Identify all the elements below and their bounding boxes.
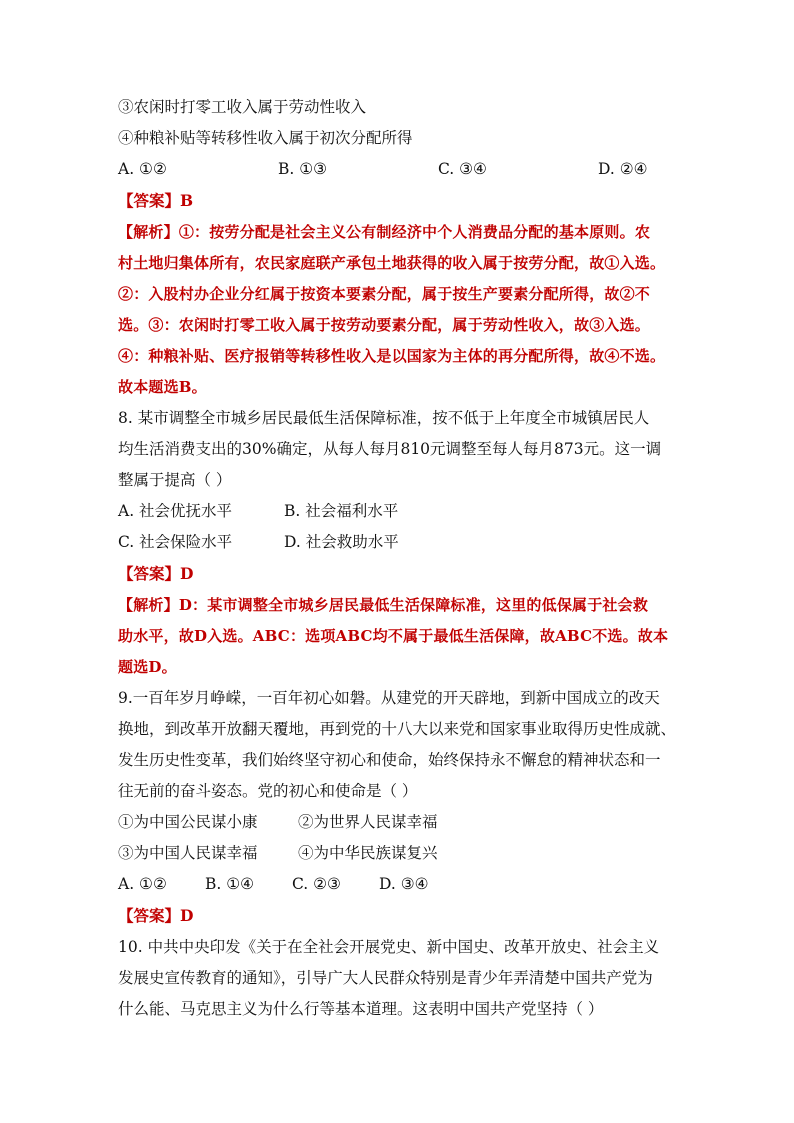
q8-answer bbox=[118, 558, 688, 590]
analysis-line: 村土地归集体所有，农民家庭联产承包土地获得的收入属于按劳分配，故①入选。 bbox=[118, 254, 666, 272]
answer-value: D bbox=[180, 564, 194, 583]
q9-statement-4: ④为中华民族谋复兴 bbox=[298, 844, 438, 862]
q9-statements-row-2 bbox=[118, 838, 688, 869]
q9-stem-line: 发生历史性变革，我们始终坚守初心和使命，始终保持永不懈怠的精神状态和一 bbox=[118, 751, 661, 769]
q8-option-c: C. 社会保险水平 bbox=[118, 533, 233, 551]
q8-stem bbox=[118, 403, 688, 496]
q7-option-a: A. ①② bbox=[118, 160, 167, 178]
q9-options bbox=[118, 869, 688, 900]
analysis-line: 选。③：农闲时打零工收入属于按劳动要素分配，属于劳动性收入，故③入选。 bbox=[118, 316, 651, 334]
q8-option-b: B. 社会福利水平 bbox=[284, 502, 399, 520]
q7-option-b: B. ①③ bbox=[278, 160, 328, 178]
answer-label: 【答案】 bbox=[118, 906, 181, 925]
analysis-line: ①：按劳分配是社会主义公有制经济中个人消费品分配的基本原则。农 bbox=[178, 223, 651, 241]
q9-statement-2: ②为世界人民谋幸福 bbox=[298, 813, 438, 831]
q10-stem-line: 什么能、马克思主义为什么行等基本道理。这表明中国共产党坚持（ ） bbox=[118, 1000, 604, 1018]
q9-option-b: B. ①④ bbox=[205, 875, 255, 893]
analysis-label: 【解析】 bbox=[118, 223, 179, 241]
q7-statement-3: ③农闲时打零工收入属于劳动性收入 bbox=[118, 98, 367, 116]
q7-options bbox=[118, 154, 688, 185]
q10-stem bbox=[118, 932, 688, 1025]
answer-label: 【答案】 bbox=[118, 564, 181, 583]
q8-stem-line: 均生活消费支出的30%确定，从每人每月810元调整至每人每月873元。这一调 bbox=[118, 440, 662, 458]
q8-options-row-2 bbox=[118, 527, 688, 558]
q9-stem-line: 换地，到改革开放翻天覆地，再到党的十八大以来党和国家事业取得历史性成就、 bbox=[118, 720, 677, 738]
analysis-line: 助水平，故D入选。ABC：选项ABC均不属于最低生活保障，故ABC不选。故本 bbox=[118, 627, 669, 645]
q7-option-c: C. ③④ bbox=[438, 160, 487, 178]
analysis-line: 故本题选B。 bbox=[118, 378, 207, 396]
q10-stem-line: 10. 中共中央印发《关于在全社会开展党史、新中国史、改革开放史、社会主义 bbox=[118, 938, 660, 956]
q8-stem-line: 整属于提高（ ） bbox=[118, 471, 232, 489]
analysis-line: ②：入股村办企业分红属于按资本要素分配，属于按生产要素分配所得，故②不 bbox=[118, 285, 651, 303]
q7-analysis bbox=[118, 217, 688, 403]
q9-stem-line: 9.一百年岁月峥嵘，一百年初心如磐。从建党的开天辟地，到新中国成立的改天 bbox=[118, 689, 660, 707]
q7-answer bbox=[118, 185, 688, 217]
q7-option-d: D. ②④ bbox=[598, 160, 648, 178]
q8-options-row-1 bbox=[118, 496, 688, 527]
q9-statements-row-1 bbox=[118, 807, 688, 838]
q8-option-a: A. 社会优抚水平 bbox=[118, 502, 233, 520]
answer-value: B bbox=[180, 191, 194, 210]
q9-answer bbox=[118, 900, 688, 932]
analysis-line: ④：种粮补贴、医疗报销等转移性收入是以国家为主体的再分配所得，故④不选。 bbox=[118, 347, 666, 365]
q9-option-d: D. ③④ bbox=[379, 875, 429, 893]
analysis-label: 【解析】 bbox=[118, 596, 179, 614]
q9-statement-3: ③为中国人民谋幸福 bbox=[118, 844, 258, 862]
q8-stem-line: 8. 某市调整全市城乡居民最低生活保障标准，按不低于上年度全市城镇居民人 bbox=[118, 409, 650, 427]
q8-option-d: D. 社会救助水平 bbox=[284, 533, 399, 551]
analysis-line: 题选D。 bbox=[118, 658, 177, 676]
q7-statement-4: ④种粮补贴等转移性收入属于初次分配所得 bbox=[118, 129, 413, 147]
q9-stem bbox=[118, 683, 688, 807]
q8-analysis bbox=[118, 590, 688, 683]
page-content bbox=[118, 92, 688, 1025]
answer-value: D bbox=[180, 906, 194, 925]
q9-statement-1: ①为中国公民谋小康 bbox=[118, 813, 258, 831]
q9-option-a: A. ①② bbox=[118, 875, 167, 893]
q9-option-c: C. ②③ bbox=[292, 875, 341, 893]
analysis-line: D：某市调整全市城乡居民最低生活保障标准，这里的低保属于社会救 bbox=[178, 596, 649, 614]
answer-label: 【答案】 bbox=[118, 191, 181, 210]
q9-stem-line: 往无前的奋斗姿态。党的初心和使命是（ ） bbox=[118, 782, 418, 800]
q10-stem-line: 发展史宣传教育的通知》，引导广大人民群众特别是青少年弄清楚中国共产党为 bbox=[118, 969, 653, 987]
